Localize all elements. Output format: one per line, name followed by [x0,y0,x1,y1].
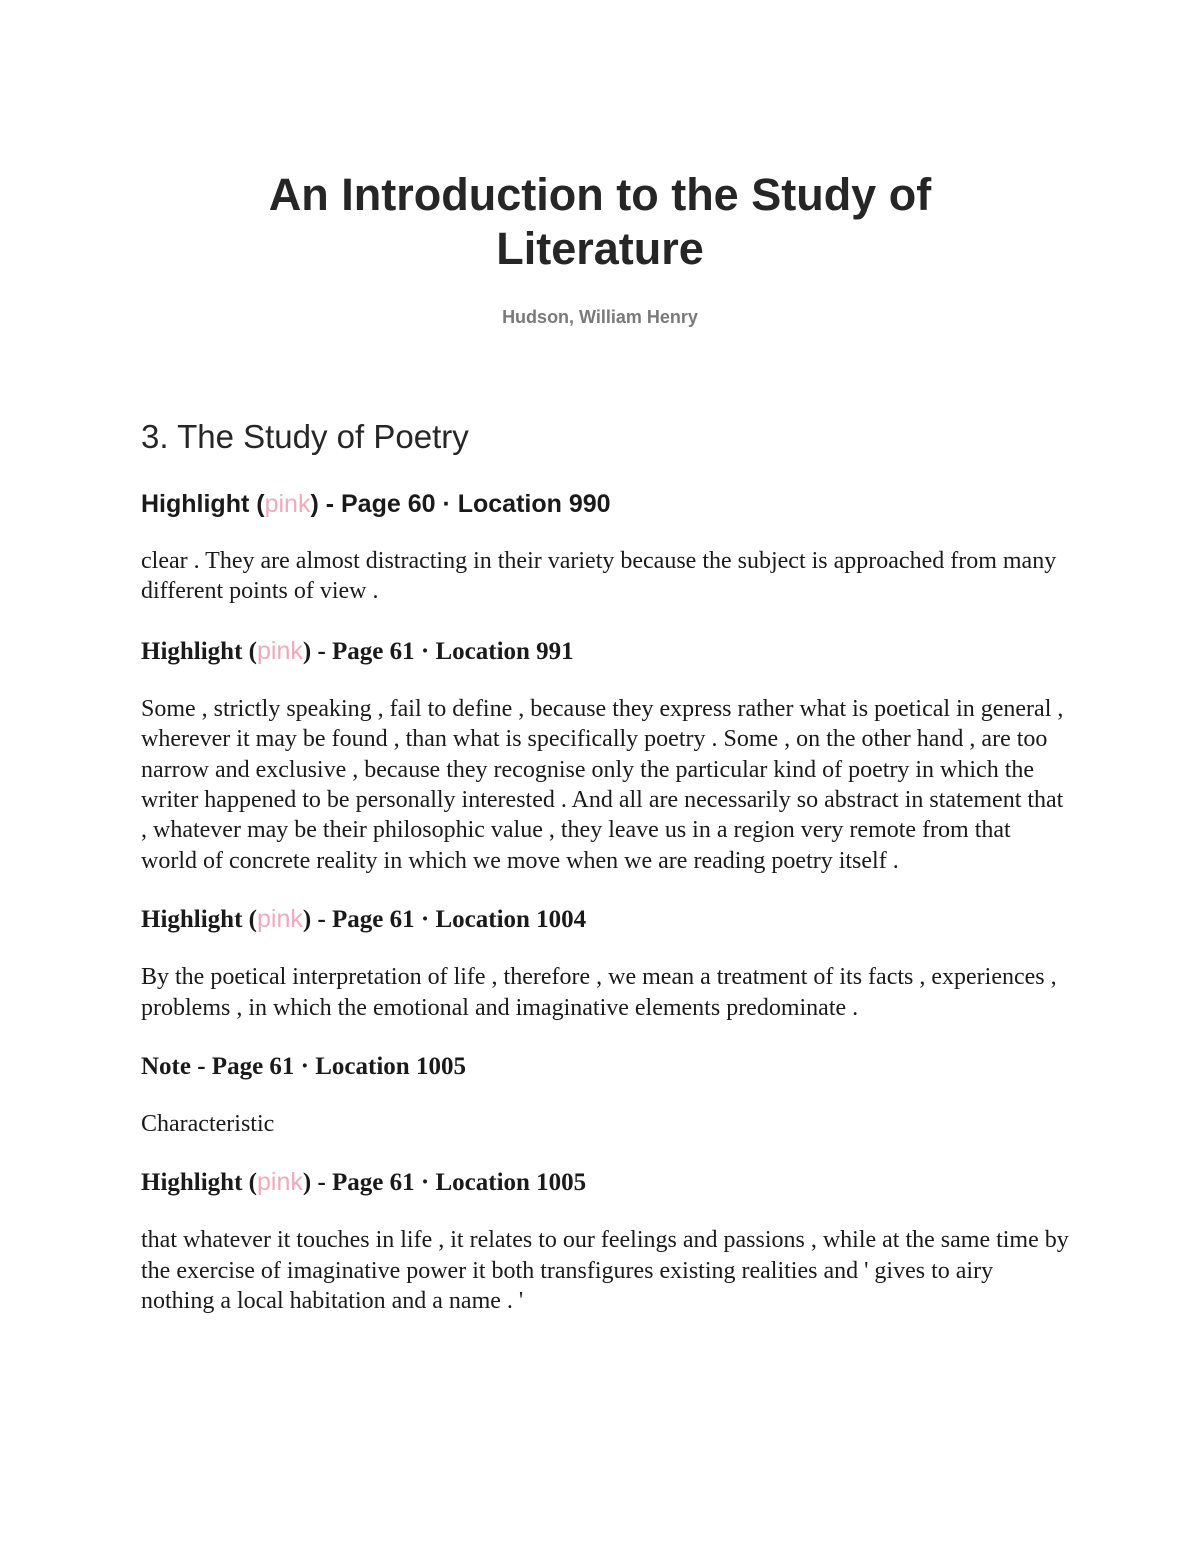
section-title: 3. The Study of Poetry [141,418,469,455]
entry-text: that whatever it touches in life , it relates to our feelings and passions , while at the same time by the exercise of imaginative power it both transfigures existing realities and ' gives to airy nothing a local habitation and a name . ' [141,1227,1069,1315]
document-author: Hudson, William Henry [502,307,698,327]
notes-content [141,417,1071,1317]
entry-location: ) - Page 61 · Location 991 [302,637,574,665]
highlight-color-label: pink [257,905,303,934]
highlight-color-label: pink [257,636,303,665]
document-title: An Introduction to the Study of Literature [268,169,932,274]
entry-type: Highlight [141,637,243,665]
entry-heading: Highlight (pink) - Page 61 · Location 991 [141,636,574,665]
entry-location: ) - Page 60 · Location 990 [310,490,611,518]
entry-text: clear . They are almost distracting in their variety because the subject is approached from many different points of view . [141,548,1057,605]
entry-text: By the poetical interpretation of life , therefore , we mean a treatment of its facts , experiences , problems , in which the emotional and imaginative elements predominate . [141,964,1057,1021]
entry-type: Highlight [141,490,250,518]
note-heading: Note - Page 61 · Location 1005 [141,1053,466,1081]
entry-heading: Highlight (pink) - Page 61 · Location 1004 [141,905,587,934]
note-text: Characteristic [141,1111,275,1138]
entry-text: Some , strictly speaking , fail to define , because they express rather what is poetical in general , wherever it may be found , than what is specifically poetry . Some , on the other hand , are too narrow and exclusive , because they recognise only the particular kind of poetry in which the writer happened to be personally interested . And all are necessarily so abstract in statement that , whatever may be their philosophic value , they leave us in a region very remote from that world of concrete reality in which we move when we are reading poetry itself . [141,695,1064,874]
entry-type: Highlight [141,1169,243,1197]
entry-type: Highlight [141,906,243,934]
entry-heading: Highlight (pink) - Page 60 · Location 990 [141,490,611,518]
entry-location: ) - Page 61 · Location 1005 [302,1169,587,1197]
highlight-color-label: pink [257,1168,303,1197]
highlight-color-label: pink [264,490,311,518]
entry-heading: Highlight (pink) - Page 61 · Location 1005 [141,1168,587,1197]
entry-location: ) - Page 61 · Location 1004 [302,906,587,934]
